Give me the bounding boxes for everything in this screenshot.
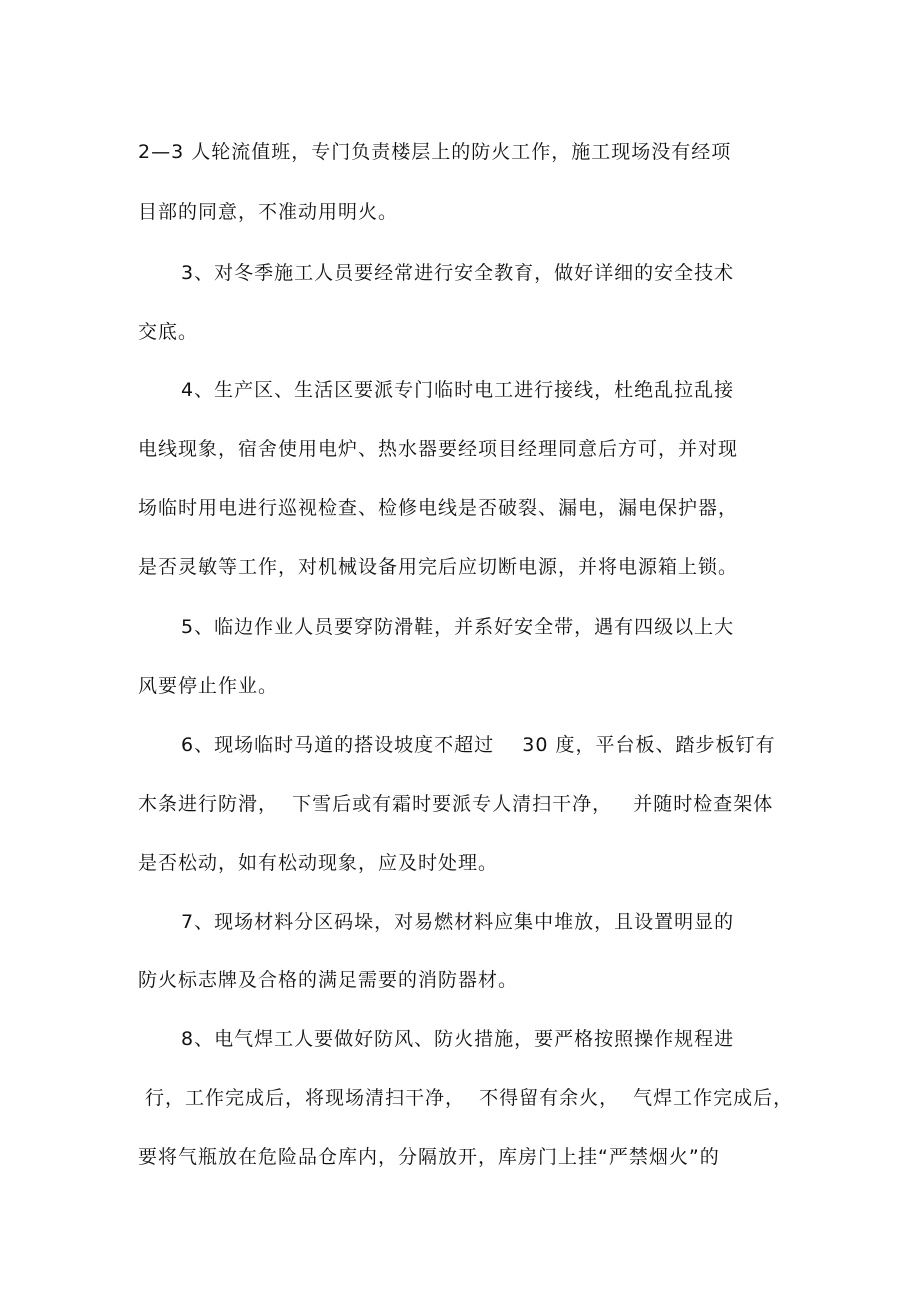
text-line: 8、电气焊工人要做好防风、防火措施，要严格按照操作规程进 <box>181 1028 735 1050</box>
text-line: 行，工作完成后，将现场清扫干净， 不得留有余火， 气焊工作完成后， <box>145 1087 794 1109</box>
text-line: 5、临边作业人员要穿防滑鞋，并系好安全带，遇有四级以上大 <box>181 616 735 638</box>
text-line: 场临时用电进行巡视检查、检修电线是否破裂、漏电，漏电保护器， <box>138 497 739 519</box>
text-line: 是否松动，如有松动现象，应及时处理。 <box>138 852 499 874</box>
text-line: 要将气瓶放在危险品仓库内，分隔放开，库房门上挂“严禁烟火”的 <box>138 1146 720 1168</box>
text-line: 木条进行防滑， 下雪后或有霜时要派专人清扫干净， 并随时检查架体 <box>138 793 774 815</box>
text-line: 是否灵敏等工作，对机械设备用完后应切断电源，并将电源箱上锁。 <box>138 556 739 578</box>
text-line: 电线现象，宿舍使用电炉、热水器要经项目经理同意后方可，并对现 <box>138 438 739 460</box>
text-line: 交底。 <box>138 321 199 343</box>
text-line: 风要停止作业。 <box>138 675 279 697</box>
text-line: 6、现场临时马道的搭设坡度不超过 30 度，平台板、踏步板钉有 <box>181 734 776 756</box>
text-line: 目部的同意，不准动用明火。 <box>138 201 399 223</box>
text-line: 3、对冬季施工人员要经常进行安全教育，做好详细的安全技术 <box>181 262 735 284</box>
text-line: 2—3 人轮流值班，专门负责楼层上的防火工作，施工现场没有经项 <box>138 141 732 163</box>
text-line: 4、生产区、生活区要派专门临时电工进行接线，杜绝乱拉乱接 <box>181 379 735 401</box>
text-line: 防火标志牌及合格的满足需要的消防器材。 <box>138 969 519 991</box>
text-line: 7、现场材料分区码垛，对易燃材料应集中堆放，且设置明显的 <box>181 911 735 933</box>
